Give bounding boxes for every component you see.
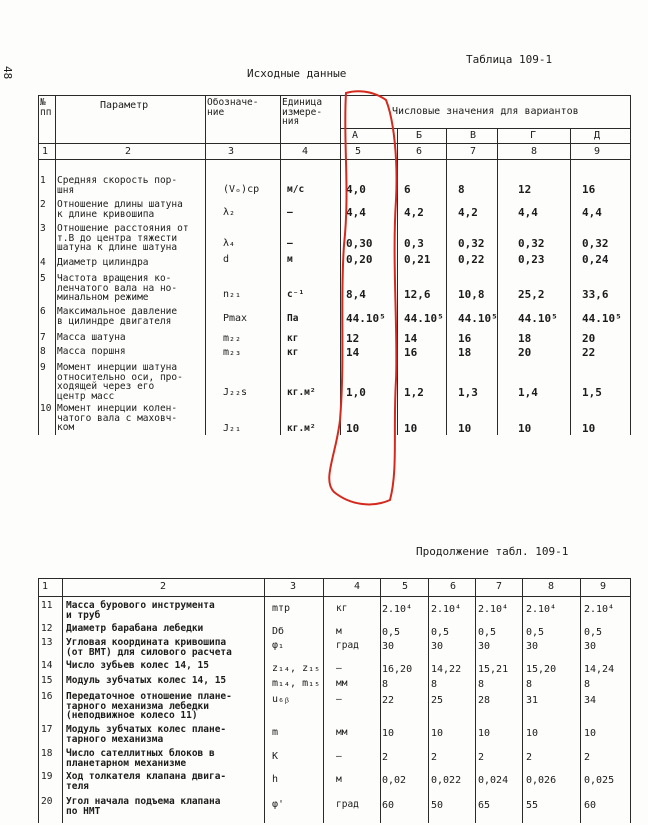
row-value: 10 bbox=[584, 728, 597, 739]
row-value: 1,2 bbox=[404, 386, 424, 399]
row-parameter: Частота вращения ко- ленчатого вала на но- минальном режиме bbox=[57, 273, 178, 303]
table-rule-v bbox=[340, 95, 341, 435]
row-parameter: Масса шатуна bbox=[57, 332, 126, 343]
row-value: 14,24 bbox=[584, 664, 615, 675]
row-value: 12 bbox=[346, 332, 360, 345]
row-value: 65 bbox=[478, 800, 491, 811]
row-value: 28 bbox=[478, 695, 491, 706]
row-value: 10 bbox=[382, 728, 395, 739]
table-label: Таблица 109-1 bbox=[466, 53, 553, 66]
row-designation: Dб bbox=[272, 626, 285, 637]
row-value: 0,30 bbox=[346, 237, 373, 250]
row-value: 10 bbox=[518, 422, 532, 435]
row-number: 11 bbox=[41, 600, 53, 611]
row-number: 4 bbox=[40, 257, 46, 268]
table-rule-v bbox=[428, 578, 429, 823]
table-rule-v bbox=[630, 95, 631, 435]
row-value: 1,0 bbox=[346, 386, 366, 399]
row-unit: с⁻¹ bbox=[287, 289, 305, 300]
table-rule-v bbox=[475, 578, 476, 823]
row-number: 17 bbox=[41, 724, 53, 735]
header-designation: Обозначе- ние bbox=[207, 97, 259, 118]
row-parameter: Масса поршня bbox=[57, 346, 126, 357]
row-number: 15 bbox=[41, 675, 53, 686]
row-designation: (Vₒ)ср bbox=[223, 184, 260, 195]
row-unit: м bbox=[287, 254, 293, 265]
row-designation: J₂₁ bbox=[223, 423, 242, 434]
row-value: 2.10⁴ bbox=[431, 604, 462, 615]
row-value: 8 bbox=[526, 679, 533, 690]
row-value: 2.10⁴ bbox=[478, 604, 509, 615]
row-unit: кг bbox=[287, 333, 299, 344]
row-value: 2 bbox=[584, 752, 591, 763]
header-parameter: Параметр bbox=[100, 100, 149, 111]
column-number: 4 bbox=[302, 146, 309, 157]
row-number: 14 bbox=[41, 660, 53, 671]
table-rule-v bbox=[62, 578, 63, 823]
table-rule-v bbox=[323, 578, 324, 823]
row-designation: Pmax bbox=[223, 313, 248, 324]
row-value: 0,5 bbox=[431, 627, 450, 638]
column-number: 7 bbox=[496, 581, 503, 592]
row-value: 0,21 bbox=[404, 253, 431, 266]
row-designation: z₁₄, z₁₅ bbox=[272, 663, 321, 674]
row-value: 16 bbox=[458, 332, 472, 345]
row-value: 2 bbox=[431, 752, 438, 763]
table-rule-h bbox=[38, 143, 630, 144]
row-value: 22 bbox=[382, 695, 395, 706]
header-variant: А bbox=[352, 130, 359, 141]
row-value: 15,20 bbox=[526, 664, 557, 675]
row-value: 30 bbox=[431, 641, 444, 652]
row-value: 16 bbox=[404, 346, 418, 359]
row-number: 19 bbox=[41, 771, 53, 782]
table-rule-v bbox=[264, 578, 265, 823]
row-value: 0,20 bbox=[346, 253, 373, 266]
header-variant: Г bbox=[530, 130, 537, 141]
row-value: 33,6 bbox=[582, 288, 609, 301]
row-value: 0,32 bbox=[518, 237, 545, 250]
row-value: 6 bbox=[404, 183, 411, 196]
row-value: 30 bbox=[478, 641, 491, 652]
row-designation: d bbox=[223, 254, 230, 265]
row-unit: Па bbox=[287, 313, 299, 324]
row-value: 10 bbox=[478, 728, 491, 739]
column-number: 6 bbox=[416, 146, 423, 157]
table-rule-v bbox=[580, 578, 581, 823]
row-unit: кг bbox=[336, 603, 348, 614]
row-value: 60 bbox=[584, 800, 597, 811]
column-number: 5 bbox=[402, 581, 409, 592]
row-number: 18 bbox=[41, 748, 53, 759]
page-number: 48 bbox=[1, 66, 14, 80]
table-rule-v bbox=[38, 578, 39, 823]
row-value: 30 bbox=[526, 641, 539, 652]
row-value: 15,21 bbox=[478, 664, 509, 675]
row-number: 5 bbox=[40, 273, 46, 284]
row-value: 10 bbox=[458, 422, 472, 435]
row-value: 8,4 bbox=[346, 288, 366, 301]
table-rule-v bbox=[380, 578, 381, 823]
row-value: 2.10⁴ bbox=[584, 604, 615, 615]
row-value: 4,4 bbox=[582, 206, 602, 219]
header-variant: В bbox=[470, 130, 477, 141]
row-parameter: Модуль зубчатых колес 14, 15 bbox=[66, 675, 227, 686]
row-value: 8 bbox=[478, 679, 485, 690]
row-value: 0,3 bbox=[404, 237, 424, 250]
row-value: 22 bbox=[582, 346, 596, 359]
table-rule-v bbox=[55, 95, 56, 435]
row-value: 10 bbox=[404, 422, 418, 435]
row-parameter: Отношение длины шатуна к длине кривошипа bbox=[57, 199, 183, 220]
row-number: 8 bbox=[40, 346, 46, 357]
table-rule-v bbox=[570, 128, 571, 435]
row-designation: K bbox=[272, 751, 279, 762]
row-value: 8 bbox=[458, 183, 465, 196]
table-rule-v bbox=[446, 128, 447, 435]
row-parameter: Угловая координата кривошипа (от ВМТ) для силового расчета bbox=[66, 637, 232, 658]
row-value: 2 bbox=[526, 752, 533, 763]
row-value: 0,026 bbox=[526, 775, 557, 786]
table-rule-h bbox=[38, 159, 630, 160]
row-unit: кг bbox=[287, 347, 299, 358]
row-unit: град bbox=[336, 640, 359, 651]
row-value: 0,5 bbox=[584, 627, 603, 638]
row-value: 4,4 bbox=[346, 206, 366, 219]
row-value: 4,0 bbox=[346, 183, 366, 196]
row-value: 0,24 bbox=[582, 253, 609, 266]
column-number: 9 bbox=[600, 581, 607, 592]
row-value: 20 bbox=[582, 332, 596, 345]
row-designation: h bbox=[272, 774, 279, 785]
row-designation: n₂₁ bbox=[223, 289, 242, 300]
row-parameter: Масса бурового инструмента и труб bbox=[66, 600, 215, 621]
header-variant: Д bbox=[594, 130, 601, 141]
table-rule-h bbox=[38, 596, 630, 597]
row-value: 0,32 bbox=[582, 237, 609, 250]
row-unit: кг.м² bbox=[287, 387, 316, 398]
row-unit: м/с bbox=[287, 184, 305, 195]
row-designation: u₆ᵦ bbox=[272, 694, 291, 705]
row-parameter: Число зубьев колес 14, 15 bbox=[66, 660, 209, 671]
row-unit: кг.м² bbox=[287, 423, 316, 434]
column-number: 1 bbox=[42, 146, 49, 157]
row-parameter: Число сателлитных блоков в планетарном механизме bbox=[66, 748, 215, 769]
row-number: 2 bbox=[40, 199, 46, 210]
row-number: 10 bbox=[40, 403, 52, 414]
column-number: 2 bbox=[160, 581, 167, 592]
column-number: 5 bbox=[355, 146, 362, 157]
row-value: 34 bbox=[584, 695, 597, 706]
row-parameter: Угол начала подъема клапана по НМТ bbox=[66, 796, 221, 817]
row-unit: мм bbox=[336, 678, 348, 689]
table-rule-v bbox=[630, 578, 631, 823]
table-rule-v bbox=[38, 95, 39, 435]
table-rule-h bbox=[38, 95, 630, 96]
header-number: № пп bbox=[40, 97, 52, 118]
row-unit: мм bbox=[336, 727, 348, 738]
table-rule-v bbox=[205, 95, 206, 435]
column-number: 8 bbox=[531, 146, 538, 157]
table-rule-v bbox=[397, 128, 398, 435]
row-number: 9 bbox=[40, 362, 46, 373]
row-value: 0,022 bbox=[431, 775, 462, 786]
row-value: 0,5 bbox=[382, 627, 401, 638]
row-value: 10 bbox=[346, 422, 360, 435]
row-designation: λ₄ bbox=[223, 238, 236, 249]
row-value: 0,32 bbox=[458, 237, 485, 250]
row-designation: m₂₂ bbox=[223, 333, 242, 344]
column-number: 2 bbox=[125, 146, 132, 157]
row-parameter: Ход толкателя клапана двига- теля bbox=[66, 771, 227, 792]
row-value: 8 bbox=[382, 679, 389, 690]
row-value: 50 bbox=[431, 800, 444, 811]
row-unit: град bbox=[336, 799, 359, 810]
row-designation: λ₂ bbox=[223, 207, 236, 218]
row-number: 13 bbox=[41, 637, 53, 648]
row-value: 2.10⁴ bbox=[382, 604, 413, 615]
row-unit: – bbox=[336, 694, 342, 705]
section-title: Исходные данные bbox=[247, 67, 347, 80]
row-parameter: Диаметр барабана лебедки bbox=[66, 623, 204, 634]
row-parameter: Максимальное давление в цилиндре двигателя bbox=[57, 306, 178, 327]
row-value: 0,23 bbox=[518, 253, 545, 266]
row-designation: J₂₂s bbox=[223, 387, 248, 398]
row-unit: – bbox=[287, 238, 293, 249]
row-value: 2 bbox=[382, 752, 389, 763]
row-designation: m bbox=[272, 727, 279, 738]
row-value: 44.10⁵ bbox=[458, 312, 498, 325]
row-value: 4,2 bbox=[404, 206, 424, 219]
row-value: 31 bbox=[526, 695, 539, 706]
row-value: 2.10⁴ bbox=[526, 604, 557, 615]
table-rule-v bbox=[522, 578, 523, 823]
row-parameter: Передаточное отношение плане- тарного механизма лебедки (неподвижное колесо 11) bbox=[66, 691, 232, 721]
column-number: 7 bbox=[470, 146, 477, 157]
row-value: 16 bbox=[582, 183, 596, 196]
row-value: 44.10⁵ bbox=[518, 312, 558, 325]
row-number: 20 bbox=[41, 796, 53, 807]
column-number: 3 bbox=[290, 581, 297, 592]
row-value: 25 bbox=[431, 695, 444, 706]
row-value: 44.10⁵ bbox=[404, 312, 444, 325]
row-designation: φ' bbox=[272, 799, 285, 810]
row-designation: m₁₄, m₁₅ bbox=[272, 678, 321, 689]
row-value: 12,6 bbox=[404, 288, 431, 301]
column-number: 6 bbox=[450, 581, 457, 592]
row-designation: φ₁ bbox=[272, 640, 285, 651]
table-2-caption: Продолжение табл. 109-1 bbox=[416, 545, 569, 558]
row-unit: м bbox=[336, 774, 342, 785]
column-number: 3 bbox=[228, 146, 235, 157]
row-number: 12 bbox=[41, 623, 53, 634]
column-number: 1 bbox=[42, 581, 49, 592]
row-value: 0,5 bbox=[478, 627, 497, 638]
row-value: 1,5 bbox=[582, 386, 602, 399]
row-unit: м bbox=[336, 626, 342, 637]
row-value: 30 bbox=[382, 641, 395, 652]
row-designation: mтр bbox=[272, 603, 291, 614]
header-unit: Единица измере- ния bbox=[282, 97, 323, 127]
row-value: 10,8 bbox=[458, 288, 485, 301]
row-value: 16,20 bbox=[382, 664, 413, 675]
column-number: 4 bbox=[354, 581, 361, 592]
row-value: 25,2 bbox=[518, 288, 545, 301]
table-rule-v bbox=[280, 95, 281, 435]
table-rule-h bbox=[340, 128, 630, 129]
row-value: 10 bbox=[431, 728, 444, 739]
column-number: 8 bbox=[548, 581, 555, 592]
row-value: 4,2 bbox=[458, 206, 478, 219]
row-value: 8 bbox=[584, 679, 591, 690]
row-value: 10 bbox=[582, 422, 596, 435]
row-value: 14,22 bbox=[431, 664, 462, 675]
row-parameter: Момент инерции шатуна относительно оси, про- ходящей через его центр масс bbox=[57, 362, 183, 402]
row-value: 0,22 bbox=[458, 253, 485, 266]
row-value: 60 bbox=[382, 800, 395, 811]
row-value: 44.10⁵ bbox=[582, 312, 622, 325]
column-number: 9 bbox=[594, 146, 601, 157]
row-parameter: Средняя скорость пор- шня bbox=[57, 175, 178, 196]
row-value: 2 bbox=[478, 752, 485, 763]
row-number: 7 bbox=[40, 332, 46, 343]
row-parameter: Момент инерции колен- чатого вала с маховч- ком bbox=[57, 403, 178, 433]
row-unit: – bbox=[287, 207, 293, 218]
row-parameter: Отношение расстояния от т.В до центра тяжести шатуна к длине шатуна bbox=[57, 223, 189, 253]
row-number: 1 bbox=[40, 175, 46, 186]
row-value: 0,5 bbox=[526, 627, 545, 638]
row-value: 0,024 bbox=[478, 775, 509, 786]
row-number: 16 bbox=[41, 691, 53, 702]
row-value: 4,4 bbox=[518, 206, 538, 219]
row-value: 1,4 bbox=[518, 386, 538, 399]
row-value: 10 bbox=[526, 728, 539, 739]
row-number: 6 bbox=[40, 306, 46, 317]
row-value: 18 bbox=[518, 332, 532, 345]
table-rule-v bbox=[497, 128, 498, 435]
row-parameter: Диаметр цилиндра bbox=[57, 257, 149, 268]
row-value: 18 bbox=[458, 346, 472, 359]
row-value: 12 bbox=[518, 183, 532, 196]
row-value: 30 bbox=[584, 641, 597, 652]
row-parameter: Модуль зубчатых колес плане- тарного механизма bbox=[66, 724, 227, 745]
table-rule-h bbox=[38, 578, 630, 579]
row-unit: – bbox=[336, 751, 342, 762]
row-designation: m₂₃ bbox=[223, 347, 242, 358]
header-values: Числовые значения для вариантов bbox=[392, 106, 579, 117]
row-value: 20 bbox=[518, 346, 532, 359]
row-value: 0,025 bbox=[584, 775, 615, 786]
row-value: 44.10⁵ bbox=[346, 312, 386, 325]
row-number: 3 bbox=[40, 223, 46, 234]
row-value: 1,3 bbox=[458, 386, 478, 399]
row-value: 0,02 bbox=[382, 775, 407, 786]
row-value: 8 bbox=[431, 679, 438, 690]
row-value: 14 bbox=[404, 332, 418, 345]
header-variant: Б bbox=[416, 130, 423, 141]
row-value: 14 bbox=[346, 346, 360, 359]
row-value: 55 bbox=[526, 800, 539, 811]
row-unit: – bbox=[336, 663, 342, 674]
